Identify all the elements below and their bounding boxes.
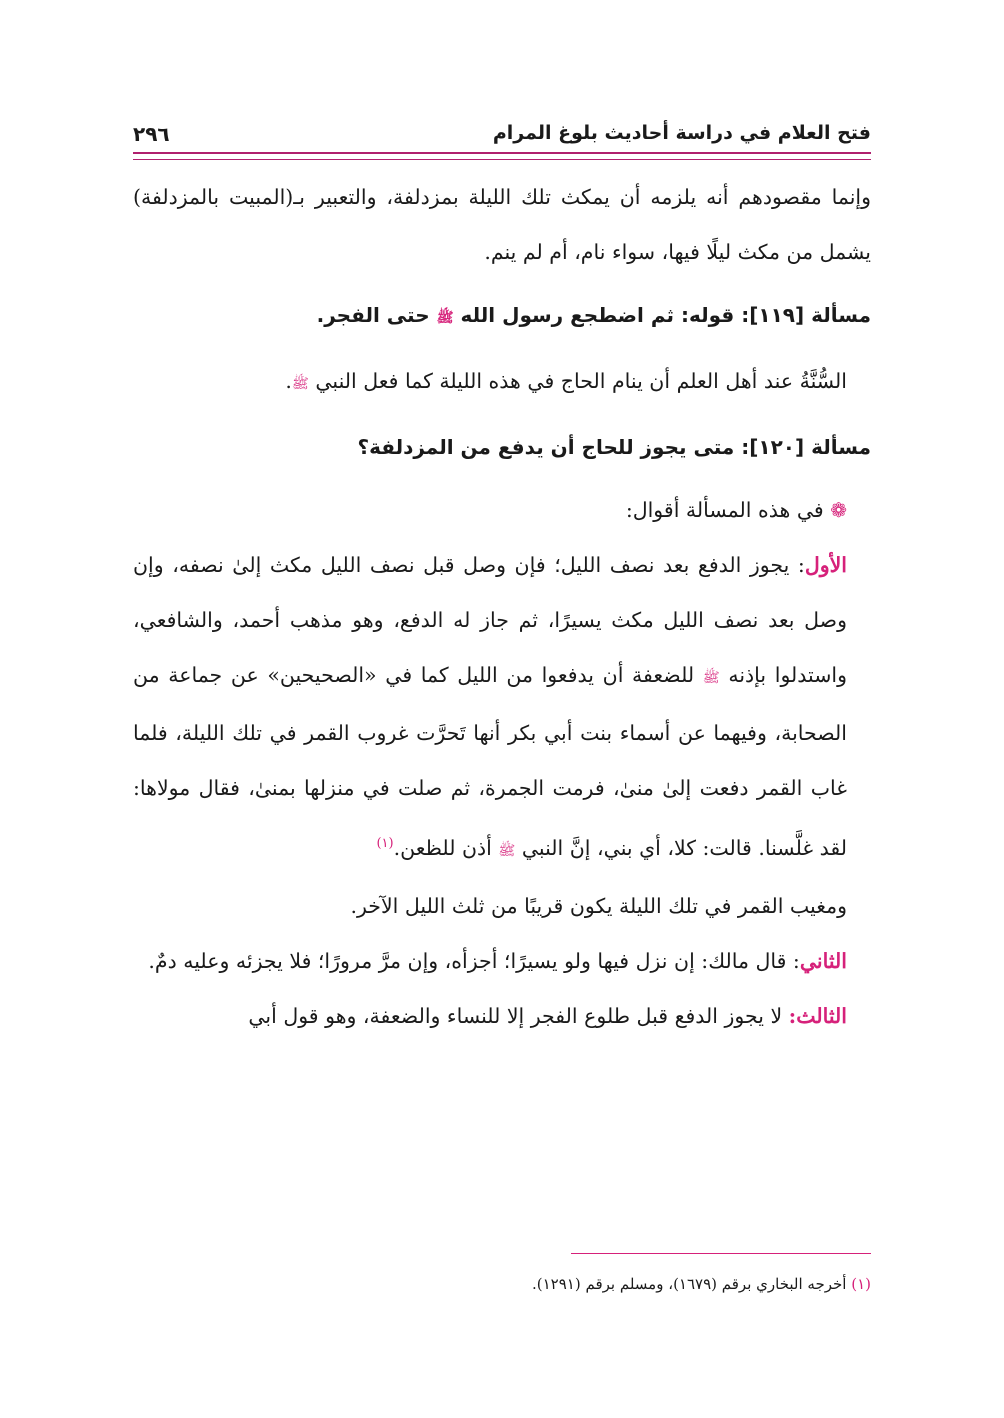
question-119-text: قوله: ثم اضطجع رسول الله	[453, 303, 735, 327]
opinion-second-text: : قال مالك: إن نزل فيها ولو يسيرًا؛ أجزأه، وإن مرَّ مرورًا؛ فلا يجزئه وعليه دمٌ.	[148, 948, 800, 973]
paragraph-1: وإنما مقصودهم أنه يلزمه أن يمكث تلك الليلة بمزدلفة، والتعبير بـ(المبيت بالمزدلفة) يشمل من مكث ليلًا فيها، سواء نام، أم لم ينم.	[133, 185, 871, 264]
opinion-first	[133, 538, 871, 879]
opinion-first-text-c: أذن للظعن.	[393, 835, 499, 860]
opinion-first-text-a: : يجوز الدفع بعد نصف الليل؛ فإن وصل قبل نصف الليل مكث إلىٰ نصفه، وإن وصل بعد نصف الليل مكث يسيرًا، ثم جاز له الدفع، وهو مذهب أحمد، والشافعي، واستدلوا بإذنه	[133, 553, 847, 687]
paragraph-3-text: في هذه المسألة أقوال:	[625, 498, 831, 522]
opinion-third-text: لا يجوز الدفع قبل طلوع الفجر إلا للنساء والضعفة، وهو قول أبي	[248, 1003, 789, 1028]
salawat-glyph: ﷺ	[498, 842, 516, 859]
paragraph-4: ومغيب القمر في تلك الليلة يكون قريبًا من ثلث الليل الآخر.	[350, 893, 847, 918]
paragraph-2-text: السُّنَّةُ عند أهل العلم أن ينام الحاج في هذه الليلة كما فعل النبي	[308, 369, 847, 393]
question-120-number: مسألة [١٢٠]:	[734, 435, 871, 459]
opinion-third-label: الثالث:	[788, 1003, 847, 1028]
question-119	[133, 288, 871, 346]
footnote	[133, 1272, 871, 1296]
opinion-second	[133, 934, 871, 989]
footnote-ref[interactable]: (١)	[376, 836, 394, 851]
salawat-glyph: ﷺ	[436, 310, 454, 326]
opinion-second-label: الثاني	[799, 948, 847, 973]
salawat-glyph: ﷺ	[702, 670, 720, 686]
running-header	[133, 118, 871, 154]
header-rule-thick	[133, 152, 871, 154]
book-title: فتح العلام في دراسة أحاديث بلوغ المرام	[492, 122, 871, 144]
paragraph-3	[133, 483, 871, 538]
salawat-glyph: ﷺ	[291, 376, 309, 392]
page-number: ٢٩٦	[133, 122, 170, 146]
question-120	[133, 420, 871, 475]
question-119-end: حتى الفجر.	[316, 303, 437, 327]
opinion-third	[133, 989, 871, 1044]
footnote-rule	[571, 1253, 871, 1254]
question-119-number: مسألة [١١٩]:	[734, 303, 871, 327]
main-text	[133, 170, 871, 1044]
footnote-text: أخرجه البخاري برقم (١٦٧٩)، ومسلم برقم (١٢٩١).	[532, 1275, 852, 1293]
paragraph-2	[133, 354, 871, 412]
question-120-text: متى يجوز للحاج أن يدفع من المزدلفة؟	[357, 435, 735, 459]
opinion-first-text-b: للضعفة أن يدفعوا من الليل كما في «الصحيحين» عن جماعة من الصحابة، وفيهما عن أسماء بنت أبي بكر أنها تَحرَّت غروب القمر في تلك الليلة، فلما غاب القمر دفعت إلىٰ منىٰ، فرمت الجمرة، ثم صلت في منزلها بمنىٰ، فقال مولاها: لقد غلَّسنا. قالت: كلا، أي بني، إنَّ النبي	[133, 663, 847, 860]
header-rule-thin	[133, 159, 871, 160]
footnote-number: (١)	[851, 1275, 871, 1293]
paragraph-2-end: .	[285, 369, 292, 393]
flower-ornament-icon: ❁	[830, 498, 847, 522]
opinion-first-label: الأول	[804, 553, 847, 577]
